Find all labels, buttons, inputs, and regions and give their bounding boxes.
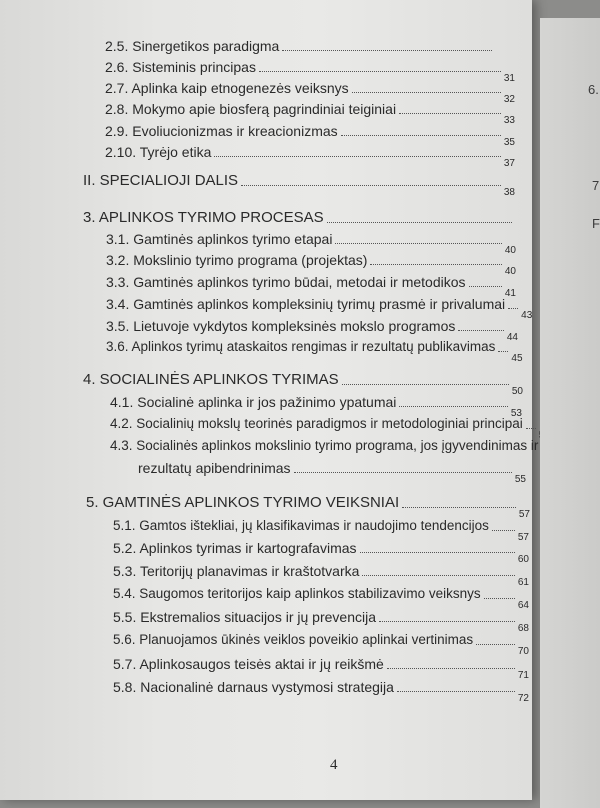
toc-entry-3-6 [106,338,523,364]
toc-leader-dots [387,668,515,669]
toc-entry-2-9 [105,122,515,148]
toc-entry-text: 2.8. Mokymo apie biosferą pagrindiniai teiginiai [105,101,397,117]
toc-page-number: 37 [503,158,515,169]
toc-leader-dots [508,308,518,309]
adjacent-page-mark: 7 [592,178,600,193]
toc-leader-dots [282,50,492,51]
toc-entry-2-10 [105,143,515,169]
toc-chapter-4 [83,371,523,397]
toc-entry-text: 4.2. Socialinių mokslų teorinės paradigmos ir metodologiniai principai [110,416,523,431]
toc-entry-text: 5.8. Nacionalinė darnaus vystymosi strategija [113,679,394,695]
toc-entry-text: 3.5. Lietuvoje vykdytos kompleksinės mokslo programos [106,318,456,334]
toc-page-number: 57 [517,532,529,543]
toc-entry-5-7 [113,655,529,681]
toc-entry-text: II. SPECIALIOJI DALIS [83,172,239,189]
toc-chapter-5 [86,494,530,520]
toc-leader-dots [402,507,516,508]
toc-entry-5-2 [113,539,529,565]
toc-entry-2-5 [105,37,495,55]
toc-page-number: 43 [521,310,533,321]
toc-entry-text: rezultatų apibendrinimas [138,460,291,476]
toc-leader-dots [379,621,515,622]
toc-entry-3-4 [106,295,533,321]
toc-leader-dots [492,530,515,531]
toc-entry-3-5 [106,317,518,343]
toc-leader-dots [259,71,501,72]
toc-page-number: 61 [517,577,529,588]
toc-entry-text: 2.6. Sisteminis principas [105,59,256,75]
toc-entry-5-4 [113,585,529,611]
toc-entry-5-8 [113,678,529,704]
toc-entry-5-3 [113,562,529,588]
toc-page-number: 35 [503,137,515,148]
toc-entry-text: 5.6. Planuojamos ūkinės veiklos poveikio aplinkai vertinimas [113,632,474,647]
toc-entry-4-2 [110,415,522,433]
toc-entry-2-8 [105,100,515,126]
toc-entry-text: 5. GAMTINĖS APLINKOS TYRIMO VEIKSNIAI [86,494,400,511]
toc-page-number: 55 [514,474,526,485]
toc-entry-text: 5.4. Saugomos teritorijos kaip aplinkos stabilizavimo veiksnys [113,586,481,601]
toc-page-number: 64 [517,600,529,611]
toc-leader-dots [327,222,512,223]
toc-entry-text: 3.6. Aplinkos tyrimų ataskaitos rengimas ir rezultatų publikavimas [106,339,496,354]
toc-page-number: 68 [517,623,529,634]
toc-page-number: 60 [517,554,529,565]
toc-entry-3-1 [106,230,516,256]
adjacent-page-mark: F [592,216,600,231]
toc-leader-dots [399,113,501,114]
toc-leader-dots [352,92,501,93]
toc-page-number: 40 [504,245,516,256]
toc-entry-text: 5.1. Gamtos ištekliai, jų klasifikavimas ir naudojimo tendencijos [113,518,489,533]
toc-leader-dots [341,135,501,136]
toc-entry-text: 2.10. Tyrėjo etika [105,144,212,160]
toc-chapter-3 [83,209,515,227]
toc-leader-dots [241,185,501,186]
toc-entry-text: 2.5. Sinergetikos paradigma [105,38,280,54]
toc-entry-text: 2.7. Aplinka kaip etnogenezės veiksnys [105,80,349,96]
toc-entry-text: 5.7. Aplinkosaugos teisės aktai ir jų reikšmė [113,656,384,672]
toc-entry-5-1 [113,517,529,543]
toc-leader-dots [526,428,536,429]
toc-page-number: 44 [506,332,518,343]
toc-page-number: 32 [503,94,515,105]
toc-entry-5-5 [113,608,529,634]
toc-leader-dots [469,286,502,287]
toc-leader-dots [458,330,503,331]
toc-leader-dots [498,351,508,352]
toc-entry-text: 5.3. Teritorijų planavimas ir kraštotvarka [113,563,360,579]
adjacent-page [540,18,600,808]
toc-page-number: 31 [503,73,515,84]
adjacent-page-mark: 6. [588,82,599,97]
toc-page-number: 40 [504,266,516,277]
toc-page-number: 57 [518,509,530,520]
toc-entry-text: 5.5. Ekstremalios situacijos ir jų prevencija [113,609,376,625]
toc-entry-4-3-cont [138,459,526,485]
toc-entry-text: 3.1. Gamtinės aplinkos tyrimo etapai [106,231,333,247]
toc-part-2 [83,172,515,198]
toc-entry-5-6 [113,631,529,657]
toc-entry-text: 3. APLINKOS TYRIMO PROCESAS [83,209,324,226]
toc-page-number: 41 [504,288,516,299]
toc-page-number: 53 [510,408,522,419]
toc-entry-4-3: 4.3. Socialinės aplinkos mokslinio tyrimo programa, jos įgyvendinimas ir [110,438,539,453]
toc-entry-text: 3.3. Gamtinės aplinkos tyrimo būdai, metodai ir metodikos [106,274,466,290]
toc-entry-2-7 [105,79,515,105]
toc-entry-text: 4. SOCIALINĖS APLINKOS TYRIMAS [83,371,339,388]
toc-page-number: 50 [511,386,523,397]
toc-page-number: 70 [517,646,529,657]
toc-entry-text: 3.4. Gamtinės aplinkos kompleksinių tyrimų prasmė ir privalumai [106,296,506,312]
toc-leader-dots [214,156,501,157]
toc-page-number: 72 [517,693,529,704]
toc-entry-text: 4.1. Socialinė aplinka ir jos pažinimo ypatumai [110,394,397,410]
toc-entry-4-1 [110,393,522,419]
toc-entry-text: 5.2. Aplinkos tyrimas ir kartografavimas [113,540,357,556]
toc-leader-dots [342,384,509,385]
toc-page-number: 45 [511,353,523,364]
toc-leader-dots [294,472,512,473]
toc-leader-dots [484,598,515,599]
toc-leader-dots [370,264,501,265]
toc-page-number: 38 [503,187,515,198]
toc-entry-text: 3.2. Mokslinio tyrimo programa (projektas) [106,252,368,268]
toc-leader-dots [360,552,515,553]
toc-entry-3-2 [106,251,516,277]
toc-page-number: 33 [503,115,515,126]
toc-page-number: 71 [517,670,529,681]
toc-entry-2-6 [105,58,515,84]
toc-leader-dots [362,575,514,576]
toc-leader-dots [335,243,501,244]
toc-entry-3-3 [106,273,516,299]
page-number: 4 [330,757,338,773]
toc-leader-dots [476,644,515,645]
toc-entry-text: 2.9. Evoliucionizmas ir kreacionizmas [105,123,338,139]
toc-leader-dots [399,406,508,407]
toc-leader-dots [397,691,515,692]
